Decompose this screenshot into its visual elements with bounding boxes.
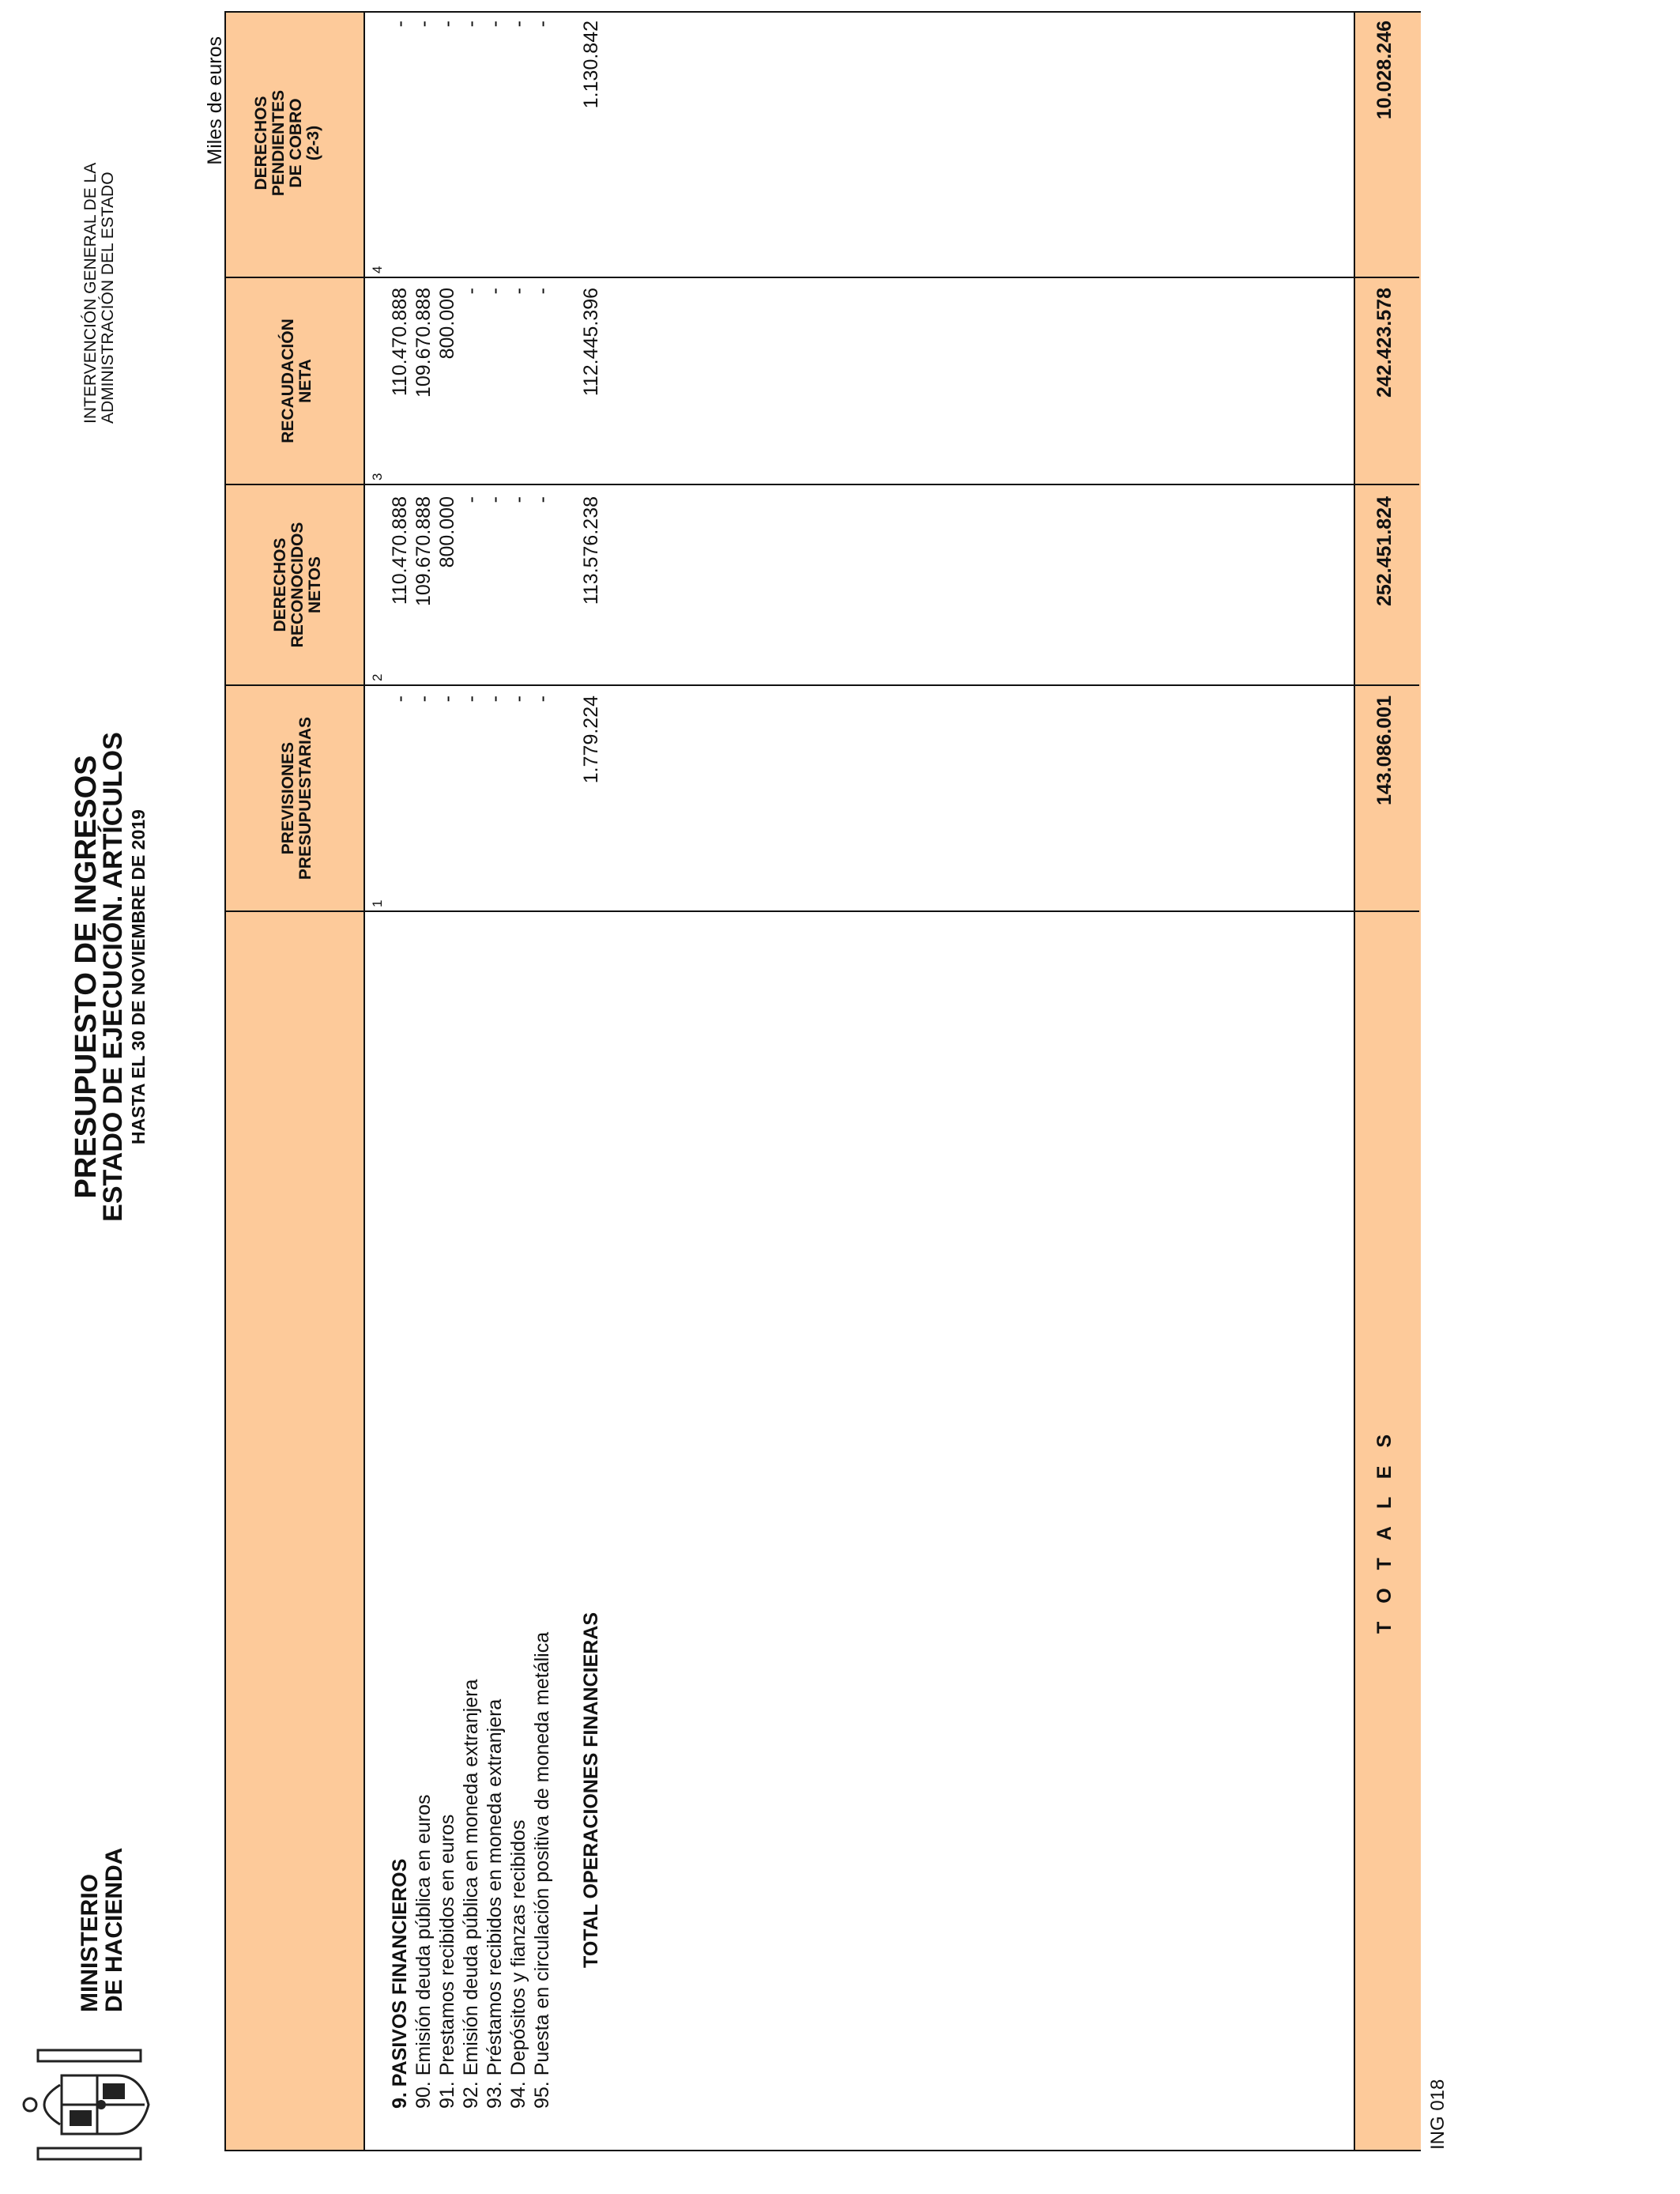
igae-line-1: INTERVENCIÓN GENERAL DE LA bbox=[81, 162, 100, 424]
igae-line-2: ADMINISTRACIÓN DEL ESTADO bbox=[99, 172, 117, 424]
igae-name bbox=[82, 163, 117, 424]
total-operaciones-cell: 112.445.396 bbox=[580, 288, 602, 397]
column-header-derechos-reconocidos: DERECHOS RECONOCIDOS NETOS bbox=[271, 522, 324, 648]
table-row-label: 92. Emisión deuda pública en moneda extranjera bbox=[460, 1679, 482, 2109]
table-cell: - bbox=[484, 496, 506, 503]
column-header-derechos-pendientes: DERECHOS PENDIENTES DE COBRO (2-3) bbox=[252, 89, 322, 197]
table-cell: 800.000 bbox=[436, 496, 458, 568]
table-cell: - bbox=[507, 696, 529, 703]
table-cell: 800.000 bbox=[436, 288, 458, 360]
report-date: HASTA EL 30 DE NOVIEMBRE DE 2019 bbox=[128, 809, 149, 1144]
units-label: Miles de euros bbox=[204, 36, 226, 165]
ministry-name bbox=[77, 1848, 126, 2012]
table-row-label: 9. PASIVOS FINANCIEROS bbox=[389, 1858, 411, 2109]
table-cell: - bbox=[412, 21, 435, 28]
table-cell: - bbox=[507, 496, 529, 503]
table-cell: - bbox=[389, 696, 411, 703]
table-cell: - bbox=[460, 288, 482, 295]
report-subtitle: ESTADO DE EJECUCIÓN. ARTÍCULOS bbox=[98, 732, 128, 1222]
table-row-label: 91. Prestamos recibidos en euros bbox=[436, 1814, 458, 2109]
table-cell: - bbox=[460, 496, 482, 503]
total-operaciones-cell: 1.130.842 bbox=[580, 21, 602, 109]
table-cell: 109.670.888 bbox=[412, 288, 435, 398]
column-divider bbox=[226, 484, 1419, 485]
column-number: 1 bbox=[370, 899, 385, 907]
table-row-label: 90. Emisión deuda pública en euros bbox=[412, 1794, 435, 2109]
ministry-line-1: MINISTERIO bbox=[77, 1873, 103, 2012]
total-operaciones-cell: 1.779.224 bbox=[580, 696, 602, 784]
table-cell: - bbox=[484, 696, 506, 703]
table-row-label: 95. Puesta en circulación positiva de moneda metálica bbox=[531, 1631, 553, 2109]
table-cell: 110.470.888 bbox=[389, 288, 411, 397]
table-cell: - bbox=[436, 696, 458, 703]
total-operaciones-label: TOTAL OPERACIONES FINANCIERAS bbox=[580, 1612, 602, 1968]
table-cell: - bbox=[412, 696, 435, 703]
column-number: 2 bbox=[370, 673, 385, 681]
table-row-label: 94. Depósitos y fianzas recibidos bbox=[507, 1819, 529, 2109]
report-title: PRESUPUESTO DE INGRESOS bbox=[70, 755, 103, 1199]
totals-cell: 143.086.001 bbox=[1373, 696, 1396, 806]
totals-cell: 242.423.578 bbox=[1373, 288, 1396, 398]
table-row-label: 93. Préstamos recibidos en moneda extranjera bbox=[484, 1698, 506, 2109]
table-cell: - bbox=[531, 496, 553, 503]
table-cell: 109.670.888 bbox=[412, 496, 435, 607]
table-cell: - bbox=[436, 21, 458, 28]
table-cell: - bbox=[531, 696, 553, 703]
coat-of-arms-icon bbox=[14, 2044, 163, 2166]
column-header-previsiones: PREVISIONES PRESUPUESTARIAS bbox=[279, 716, 315, 880]
table-cell: - bbox=[507, 288, 529, 295]
totals-cell: 10.028.246 bbox=[1373, 21, 1396, 120]
column-number: 3 bbox=[370, 473, 385, 481]
table-cell: - bbox=[460, 696, 482, 703]
column-divider bbox=[226, 684, 1419, 686]
table-cell: 110.470.888 bbox=[389, 496, 411, 605]
budget-table bbox=[224, 11, 1421, 2151]
table-cell: - bbox=[484, 21, 506, 28]
totals-label: T O T A L E S bbox=[1373, 1427, 1396, 1634]
ministry-line-2: DE HACIENDA bbox=[101, 1847, 127, 2012]
totals-cell: 252.451.824 bbox=[1373, 496, 1396, 607]
column-divider bbox=[226, 910, 1419, 912]
form-code: ING 018 bbox=[1427, 2079, 1448, 2150]
table-cell: - bbox=[531, 21, 553, 28]
table-cell: - bbox=[460, 21, 482, 28]
table-cell: - bbox=[484, 288, 506, 295]
column-header-recaudacion: RECAUDACIÓN NETA bbox=[279, 319, 315, 443]
column-number: 4 bbox=[370, 266, 385, 273]
table-cell: - bbox=[389, 21, 411, 28]
table-cell: - bbox=[531, 288, 553, 295]
column-divider bbox=[226, 277, 1419, 278]
table-cell: - bbox=[507, 21, 529, 28]
total-operaciones-cell: 113.576.238 bbox=[580, 496, 602, 605]
